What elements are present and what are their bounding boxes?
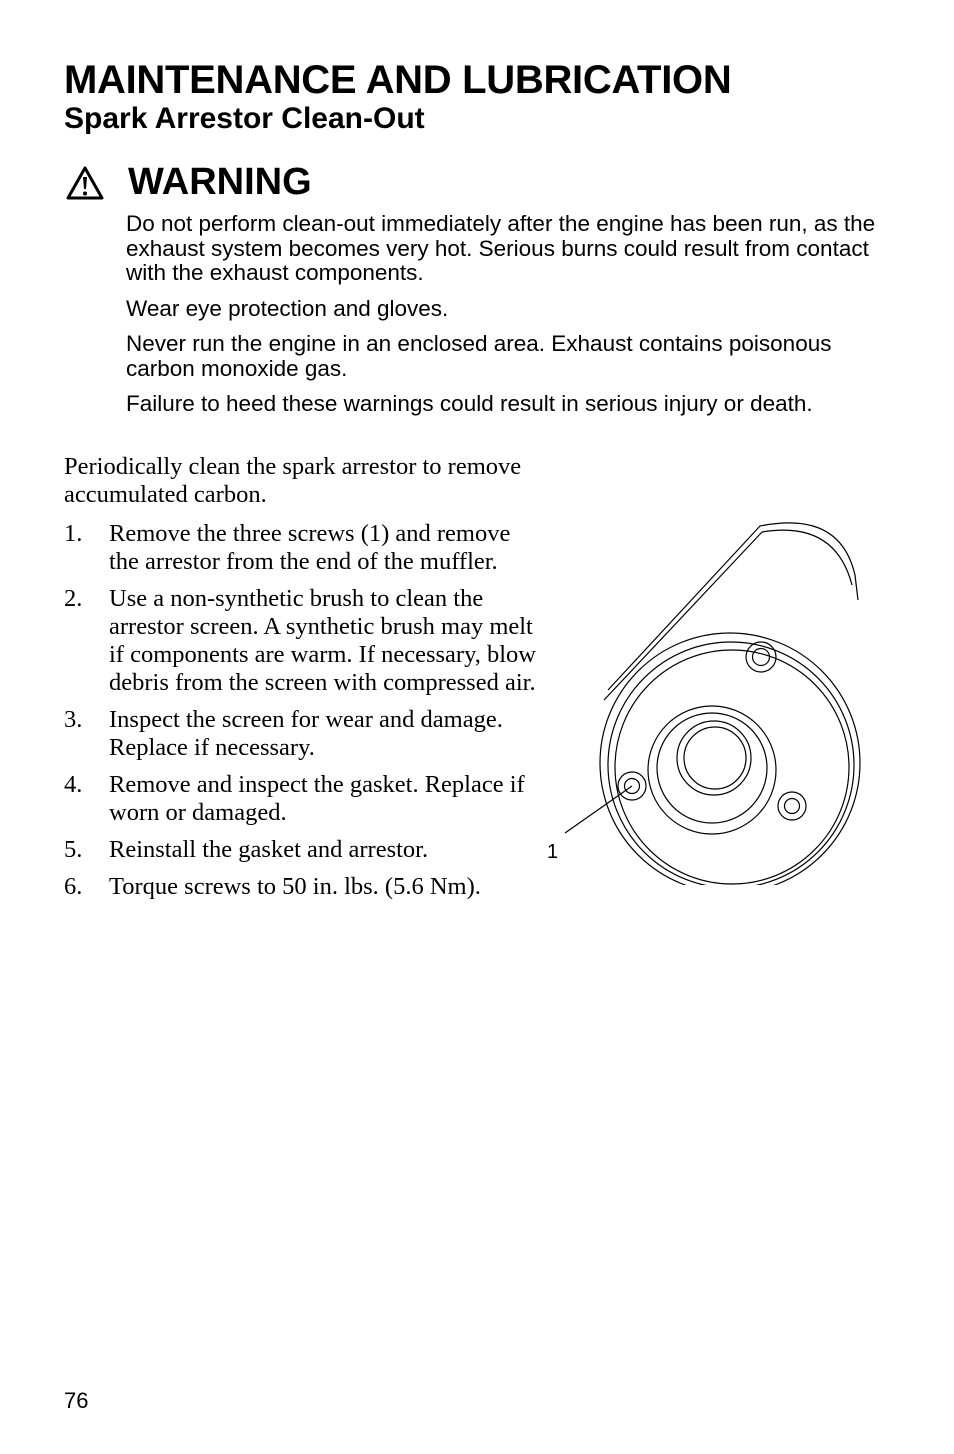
step-item: [64, 585, 544, 697]
step-item: [64, 771, 544, 827]
step-text: Reinstall the gasket and arrestor.: [109, 836, 429, 863]
step-number: 5.: [64, 836, 83, 863]
warning-paragraph: Failure to heed these warnings could result in serious injury or death.: [126, 391, 813, 416]
warning-title: WARNING: [128, 161, 312, 203]
step-number: 3.: [64, 706, 83, 733]
warning-text: [126, 212, 886, 428]
step-text: Remove and inspect the gasket. Replace if worn or damaged.: [109, 771, 525, 826]
step-text: Use a non-synthetic brush to clean the arrestor screen. A synthetic brush may melt if components are warm. If necessary, blow debris from the screen with compressed air.: [109, 585, 537, 696]
step-number: 6.: [64, 873, 83, 900]
intro-paragraph: Periodically clean the spark arrestor to remove accumulated carbon.: [64, 453, 522, 508]
step-text: Torque screws to 50 in. lbs. (5.6 Nm).: [109, 873, 481, 900]
callout-leader-line: [565, 786, 632, 833]
section-title: MAINTENANCE AND LUBRICATION: [64, 58, 732, 102]
step-text: Inspect the screen for wear and damage. Replace if necessary.: [109, 706, 503, 761]
step-item: [64, 836, 544, 864]
step-number: 2.: [64, 585, 83, 612]
step-item: [64, 520, 544, 576]
step-number: 4.: [64, 771, 83, 798]
warning-paragraph: Never run the engine in an enclosed area. Exhaust contains poisonous carbon monoxide gas.: [126, 331, 832, 381]
warning-paragraph: Wear eye protection and gloves.: [126, 295, 449, 321]
step-text: Remove the three screws (1) and remove the arrestor from the end of the muffler.: [109, 520, 511, 575]
arrestor-screen: [648, 706, 776, 834]
spark-arrestor-illustration: [540, 515, 870, 885]
step-number: 1.: [64, 520, 83, 547]
page-number: 76: [64, 1388, 89, 1413]
callout-label: 1: [547, 841, 559, 863]
warning-paragraph: Do not perform clean-out immediately after the engine has been run, as the exhaust system becomes very hot. Serious burns could result from contact with the exhaust components.: [126, 211, 876, 285]
step-item: [64, 706, 544, 762]
warning-triangle-icon: [66, 166, 104, 200]
step-item: [64, 873, 544, 901]
screw-right: [778, 792, 806, 820]
procedure-steps: [64, 520, 544, 910]
subsection-title: Spark Arrestor Clean-Out: [64, 102, 425, 135]
